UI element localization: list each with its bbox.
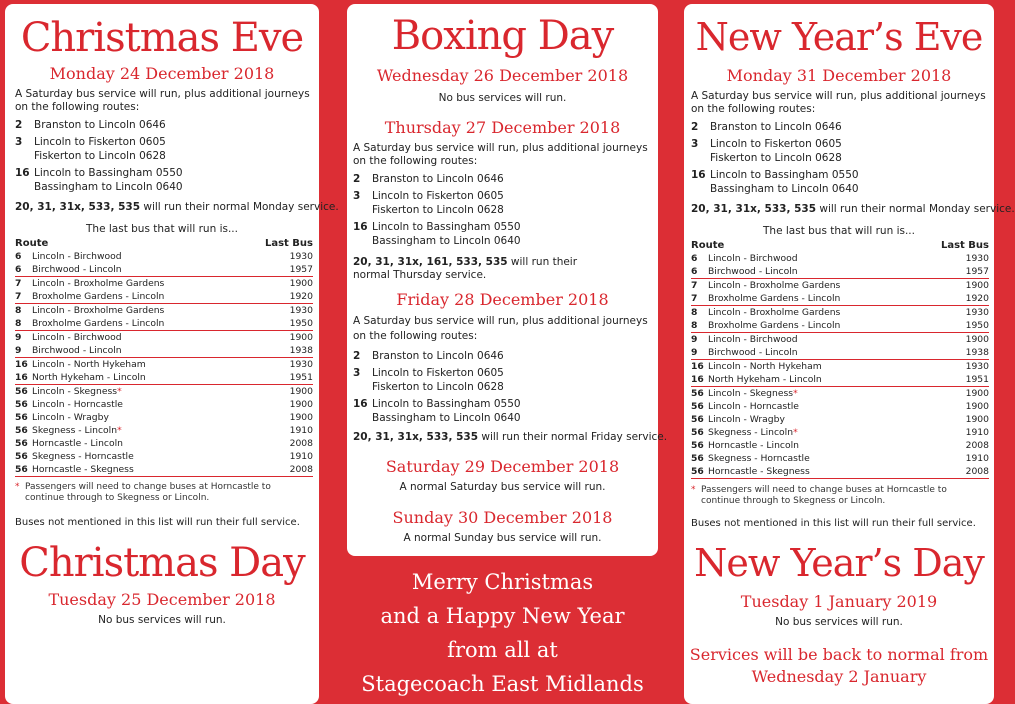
last-bus-time: 1930 [965, 307, 989, 318]
dec30-text: A normal Sunday bus service will run. [403, 532, 602, 544]
route-number: 16 [691, 361, 704, 372]
additional-route [691, 137, 987, 166]
route-description: Lincoln - Skegness [32, 386, 118, 397]
route-number: 9 [691, 334, 698, 345]
new-years-eve-intro: A Saturday bus service will run, plus additional journeys on the following routes: [691, 90, 986, 115]
table-row [691, 346, 989, 360]
route-journey: Bassingham to Lincoln 0640 [372, 412, 521, 424]
dec28-normal-service: 20, 31, 31x, 533, 535 will run their normal Friday service. [353, 431, 668, 443]
new-years-eve-footnote: * Passengers will need to change buses at Horncastle to continue through to Skegness or Lincoln. [691, 485, 947, 506]
new-years-eve-title: New Year’s Eve [695, 15, 983, 59]
back-to-normal-line-2: Wednesday 2 January [751, 667, 927, 686]
new-years-eve-date: Monday 31 December 2018 [726, 66, 952, 85]
christmas-eve-panel [5, 4, 339, 704]
route-journey: Fiskerton to Lincoln 0628 [372, 204, 504, 216]
last-bus-time: 1930 [289, 359, 313, 370]
table-row [15, 277, 313, 290]
boxing-day-title: Boxing Day [391, 13, 614, 59]
new-years-eve-panel [684, 4, 1015, 704]
route-description: Birchwood - Lincoln [32, 345, 122, 356]
additional-route [15, 135, 311, 164]
route-number: 8 [691, 320, 698, 331]
new-years-eve-last-bus-table [691, 239, 989, 479]
additional-route [15, 118, 311, 133]
footnote-marker: * [793, 388, 798, 399]
boxing-day-panel [347, 4, 668, 556]
route-journey: Lincoln to Fiskerton 0605 [372, 366, 504, 379]
last-bus-time: 1900 [289, 399, 313, 410]
additional-route [353, 366, 653, 395]
table-row [15, 385, 313, 398]
last-bus-time: 1900 [289, 278, 313, 289]
last-bus-time: 2008 [965, 440, 989, 451]
route-journey: Bassingham to Lincoln 0640 [710, 183, 859, 195]
route-number: 8 [691, 307, 698, 318]
last-bus-time: 1900 [965, 388, 989, 399]
table-row [15, 263, 313, 277]
new-years-eve-last-bus-heading: The last bus that will run is... [763, 225, 915, 237]
last-bus-time: 2008 [289, 464, 313, 475]
table-row [691, 292, 989, 306]
last-bus-time: 1950 [289, 318, 313, 329]
route-description: Broxholme Gardens - Lincoln [708, 320, 841, 331]
dec29-date: Saturday 29 December 2018 [385, 457, 620, 476]
route-description: Lincoln - Birchwood [32, 332, 122, 343]
boxing-day-date: Wednesday 26 December 2018 [376, 66, 629, 85]
table-row [15, 371, 313, 385]
dec27-intro: A Saturday bus service will run, plus additional journeys on the following routes: [353, 142, 648, 167]
route-journey: Branston to Lincoln 0646 [372, 173, 504, 185]
christmas-day-date: Tuesday 25 December 2018 [48, 590, 276, 609]
table-row [691, 413, 989, 426]
new-years-eve-normal-service: 20, 31, 31x, 533, 535 will run their normal Monday service. [691, 203, 1015, 215]
table-row [691, 387, 989, 400]
dec28-date: Friday 28 December 2018 [396, 290, 609, 309]
route-description: Birchwood - Lincoln [708, 347, 798, 358]
additional-route [353, 397, 653, 426]
christmas-eve-normal-service: 20, 31, 31x, 533, 535 will run their normal Monday service. [15, 201, 339, 213]
dec28-routes [353, 349, 653, 426]
route-journey: Lincoln to Bassingham 0550 [372, 220, 521, 233]
back-to-normal-line-1: Services will be back to normal from [689, 645, 989, 664]
route-description: Lincoln - Broxholme Gardens [32, 305, 165, 316]
route-number: 6 [15, 251, 22, 262]
route-number: 2 [353, 173, 361, 185]
table-row [691, 373, 989, 387]
last-bus-time: 1900 [289, 386, 313, 397]
greeting-line-3: from all at [447, 638, 558, 662]
footnote-marker: * [793, 427, 798, 438]
last-bus-time: 1951 [289, 372, 313, 383]
route-number: 9 [691, 347, 698, 358]
table-row [691, 319, 989, 333]
new-years-eve-not-mentioned: Buses not mentioned in this list will run their full service. [691, 518, 976, 529]
table-row [691, 306, 989, 319]
route-number: 9 [15, 345, 22, 356]
route-description: Skegness - Horncastle [708, 453, 810, 464]
table-row [691, 252, 989, 265]
last-bus-time: 1938 [289, 345, 313, 356]
season-greeting [347, 565, 658, 701]
route-number: 56 [691, 453, 704, 464]
route-journey: Lincoln to Bassingham 0550 [34, 166, 183, 179]
dec30-date: Sunday 30 December 2018 [392, 508, 613, 527]
table-row [15, 424, 313, 437]
route-number: 16 [691, 374, 704, 385]
route-number: 2 [353, 350, 361, 362]
route-number: 9 [15, 332, 22, 343]
route-description: Lincoln - Birchwood [708, 334, 798, 345]
table-row [15, 304, 313, 317]
route-description: Birchwood - Lincoln [32, 264, 122, 275]
new-years-day-title: New Year’s Day [694, 541, 984, 585]
route-description: Skegness - Lincoln [32, 425, 118, 436]
route-number: 7 [691, 280, 698, 291]
additional-route [353, 172, 653, 187]
table-row [15, 317, 313, 331]
route-journey: Fiskerton to Lincoln 0628 [34, 150, 166, 162]
route-number: 56 [691, 388, 704, 399]
christmas-eve-not-mentioned: Buses not mentioned in this list will run their full service. [15, 517, 300, 528]
last-bus-time: 1938 [965, 347, 989, 358]
route-journey: Lincoln to Bassingham 0550 [710, 168, 859, 181]
route-number: 3 [15, 135, 23, 148]
route-description: Lincoln - Broxholme Gardens [708, 280, 841, 291]
additional-route [353, 189, 653, 218]
route-journey: Lincoln to Fiskerton 0605 [34, 135, 166, 148]
route-description: Horncastle - Lincoln [32, 438, 123, 449]
last-bus-time: 1900 [965, 334, 989, 345]
table-row [15, 463, 313, 477]
col-route-header: Route [15, 238, 49, 249]
route-number: 56 [15, 438, 28, 449]
route-number: 3 [353, 366, 361, 379]
route-number: 56 [691, 440, 704, 451]
route-number: 16 [353, 220, 368, 233]
route-number: 6 [691, 253, 698, 264]
route-number: 6 [15, 264, 22, 275]
last-bus-time: 1930 [965, 361, 989, 372]
route-description: Lincoln - Wragby [708, 414, 785, 425]
route-journey: Branston to Lincoln 0646 [372, 350, 504, 362]
route-number: 56 [15, 399, 28, 410]
table-row [15, 398, 313, 411]
last-bus-time: 1910 [289, 425, 313, 436]
route-description: Horncastle - Skegness [708, 466, 810, 477]
route-description: North Hykeham - Lincoln [708, 374, 822, 385]
christmas-eve-routes [15, 118, 311, 195]
last-bus-time: 1910 [965, 453, 989, 464]
last-bus-time: 1950 [965, 320, 989, 331]
last-bus-time: 1951 [965, 374, 989, 385]
route-journey: Branston to Lincoln 0646 [34, 119, 166, 131]
route-number: 56 [15, 464, 28, 475]
route-description: Broxholme Gardens - Lincoln [32, 318, 165, 329]
route-number: 3 [691, 137, 699, 150]
greeting-line-1: Merry Christmas [411, 570, 594, 594]
route-journey: Lincoln to Bassingham 0550 [372, 397, 521, 410]
table-row [15, 411, 313, 424]
table-row [691, 452, 989, 465]
christmas-eve-last-bus-table [15, 237, 313, 477]
route-number: 2 [15, 119, 23, 131]
table-row [15, 358, 313, 371]
route-number: 56 [691, 466, 704, 477]
dec28-intro: A Saturday bus service will run, plus additional journeys on the following routes: [353, 315, 648, 342]
route-number: 56 [15, 386, 28, 397]
additional-route [353, 220, 653, 249]
table-row [691, 426, 989, 439]
last-bus-time: 1930 [289, 305, 313, 316]
route-number: 8 [15, 305, 22, 316]
route-number: 16 [691, 168, 706, 181]
route-number: 7 [15, 291, 22, 302]
route-number: 16 [15, 166, 30, 179]
route-description: Lincoln - North Hykeham [708, 361, 822, 372]
last-bus-time: 1920 [965, 293, 989, 304]
greeting-line-2: and a Happy New Year [380, 604, 625, 628]
table-row [691, 400, 989, 413]
route-description: Lincoln - Wragby [32, 412, 109, 423]
last-bus-time: 1930 [965, 253, 989, 264]
route-description: Lincoln - Broxholme Gardens [32, 278, 165, 289]
last-bus-time: 1900 [965, 280, 989, 291]
route-number: 56 [15, 451, 28, 462]
table-row [15, 290, 313, 304]
additional-route [15, 166, 311, 195]
route-description: Lincoln - Horncastle [708, 401, 799, 412]
route-description: Broxholme Gardens - Lincoln [708, 293, 841, 304]
additional-route [353, 349, 653, 364]
last-bus-time: 1957 [965, 266, 989, 277]
route-number: 8 [15, 318, 22, 329]
route-journey: Lincoln to Fiskerton 0605 [710, 137, 842, 150]
footnote-marker: * [117, 425, 122, 436]
route-number: 56 [691, 401, 704, 412]
col-last-bus-header: Last Bus [264, 238, 313, 249]
christmas-day-text: No bus services will run. [98, 614, 226, 626]
last-bus-time: 1930 [289, 251, 313, 262]
route-number: 16 [15, 372, 28, 383]
table-row [691, 360, 989, 373]
route-description: Lincoln - Horncastle [32, 399, 123, 410]
last-bus-time: 1900 [289, 332, 313, 343]
table-row [15, 344, 313, 358]
greeting-line-4: Stagecoach East Midlands [361, 672, 644, 696]
route-description: Lincoln - North Hykeham [32, 359, 146, 370]
route-description: Broxholme Gardens - Lincoln [32, 291, 165, 302]
route-description: Lincoln - Broxholme Gardens [708, 307, 841, 318]
route-journey: Lincoln to Fiskerton 0605 [372, 189, 504, 202]
table-row [15, 437, 313, 450]
route-description: Lincoln - Skegness [708, 388, 794, 399]
additional-route [691, 120, 987, 135]
route-number: 6 [691, 266, 698, 277]
last-bus-time: 1900 [965, 414, 989, 425]
table-row [691, 265, 989, 279]
route-number: 7 [15, 278, 22, 289]
route-number: 16 [15, 359, 28, 370]
table-row [691, 439, 989, 452]
route-journey: Fiskerton to Lincoln 0628 [710, 152, 842, 164]
new-years-eve-routes [691, 120, 987, 197]
route-description: Birchwood - Lincoln [708, 266, 798, 277]
route-number: 16 [353, 397, 368, 410]
last-bus-time: 1910 [965, 427, 989, 438]
christmas-eve-title: Christmas Eve [20, 15, 304, 61]
additional-route [691, 168, 987, 197]
dec29-text: A normal Saturday bus service will run. [399, 481, 606, 493]
route-description: North Hykeham - Lincoln [32, 372, 146, 383]
route-number: 3 [353, 189, 361, 202]
route-journey: Bassingham to Lincoln 0640 [372, 235, 521, 247]
last-bus-time: 2008 [965, 466, 989, 477]
table-row [15, 450, 313, 463]
route-journey: Bassingham to Lincoln 0640 [34, 181, 183, 193]
table-row [691, 333, 989, 346]
back-to-normal-notice [684, 644, 994, 688]
last-bus-time: 1957 [289, 264, 313, 275]
table-row [691, 279, 989, 292]
last-bus-time: 1910 [289, 451, 313, 462]
last-bus-time: 1900 [289, 412, 313, 423]
dec27-date: Thursday 27 December 2018 [384, 118, 621, 137]
christmas-eve-intro: A Saturday bus service will run, plus additional journeys on the following routes: [15, 88, 310, 113]
route-description: Horncastle - Skegness [32, 464, 134, 475]
christmas-eve-footnote: * Passengers will need to change buses at Horncastle to continue through to Skegness or Lincoln. [15, 482, 271, 503]
last-bus-time: 2008 [289, 438, 313, 449]
route-journey: Branston to Lincoln 0646 [710, 121, 842, 133]
route-number: 2 [691, 121, 699, 133]
dec27-routes [353, 172, 653, 249]
route-description: Lincoln - Birchwood [32, 251, 122, 262]
route-number: 56 [15, 425, 28, 436]
route-description: Skegness - Horncastle [32, 451, 134, 462]
route-number: 56 [691, 414, 704, 425]
dec27-normal-service: 20, 31, 31x, 161, 533, 535 will run their normal Thursday service. [353, 256, 578, 281]
last-bus-time: 1900 [965, 401, 989, 412]
table-row [15, 250, 313, 263]
route-number: 56 [691, 427, 704, 438]
route-description: Skegness - Lincoln [708, 427, 794, 438]
table-row [691, 465, 989, 479]
col-route-header: Route [691, 240, 725, 251]
route-number: 56 [15, 412, 28, 423]
new-years-day-date: Tuesday 1 January 2019 [740, 592, 938, 611]
col-last-bus-header: Last Bus [940, 240, 989, 251]
christmas-day-title: Christmas Day [19, 540, 305, 586]
table-row [15, 331, 313, 344]
route-journey: Fiskerton to Lincoln 0628 [372, 381, 504, 393]
christmas-eve-date: Monday 24 December 2018 [49, 64, 275, 83]
christmas-eve-last-bus-heading: The last bus that will run is... [86, 223, 238, 235]
footnote-marker: * [117, 386, 122, 397]
route-description: Lincoln - Birchwood [708, 253, 798, 264]
route-description: Horncastle - Lincoln [708, 440, 799, 451]
last-bus-time: 1920 [289, 291, 313, 302]
boxing-day-text: No bus services will run. [438, 92, 567, 104]
route-number: 7 [691, 293, 698, 304]
new-years-day-text: No bus services will run. [775, 616, 903, 628]
